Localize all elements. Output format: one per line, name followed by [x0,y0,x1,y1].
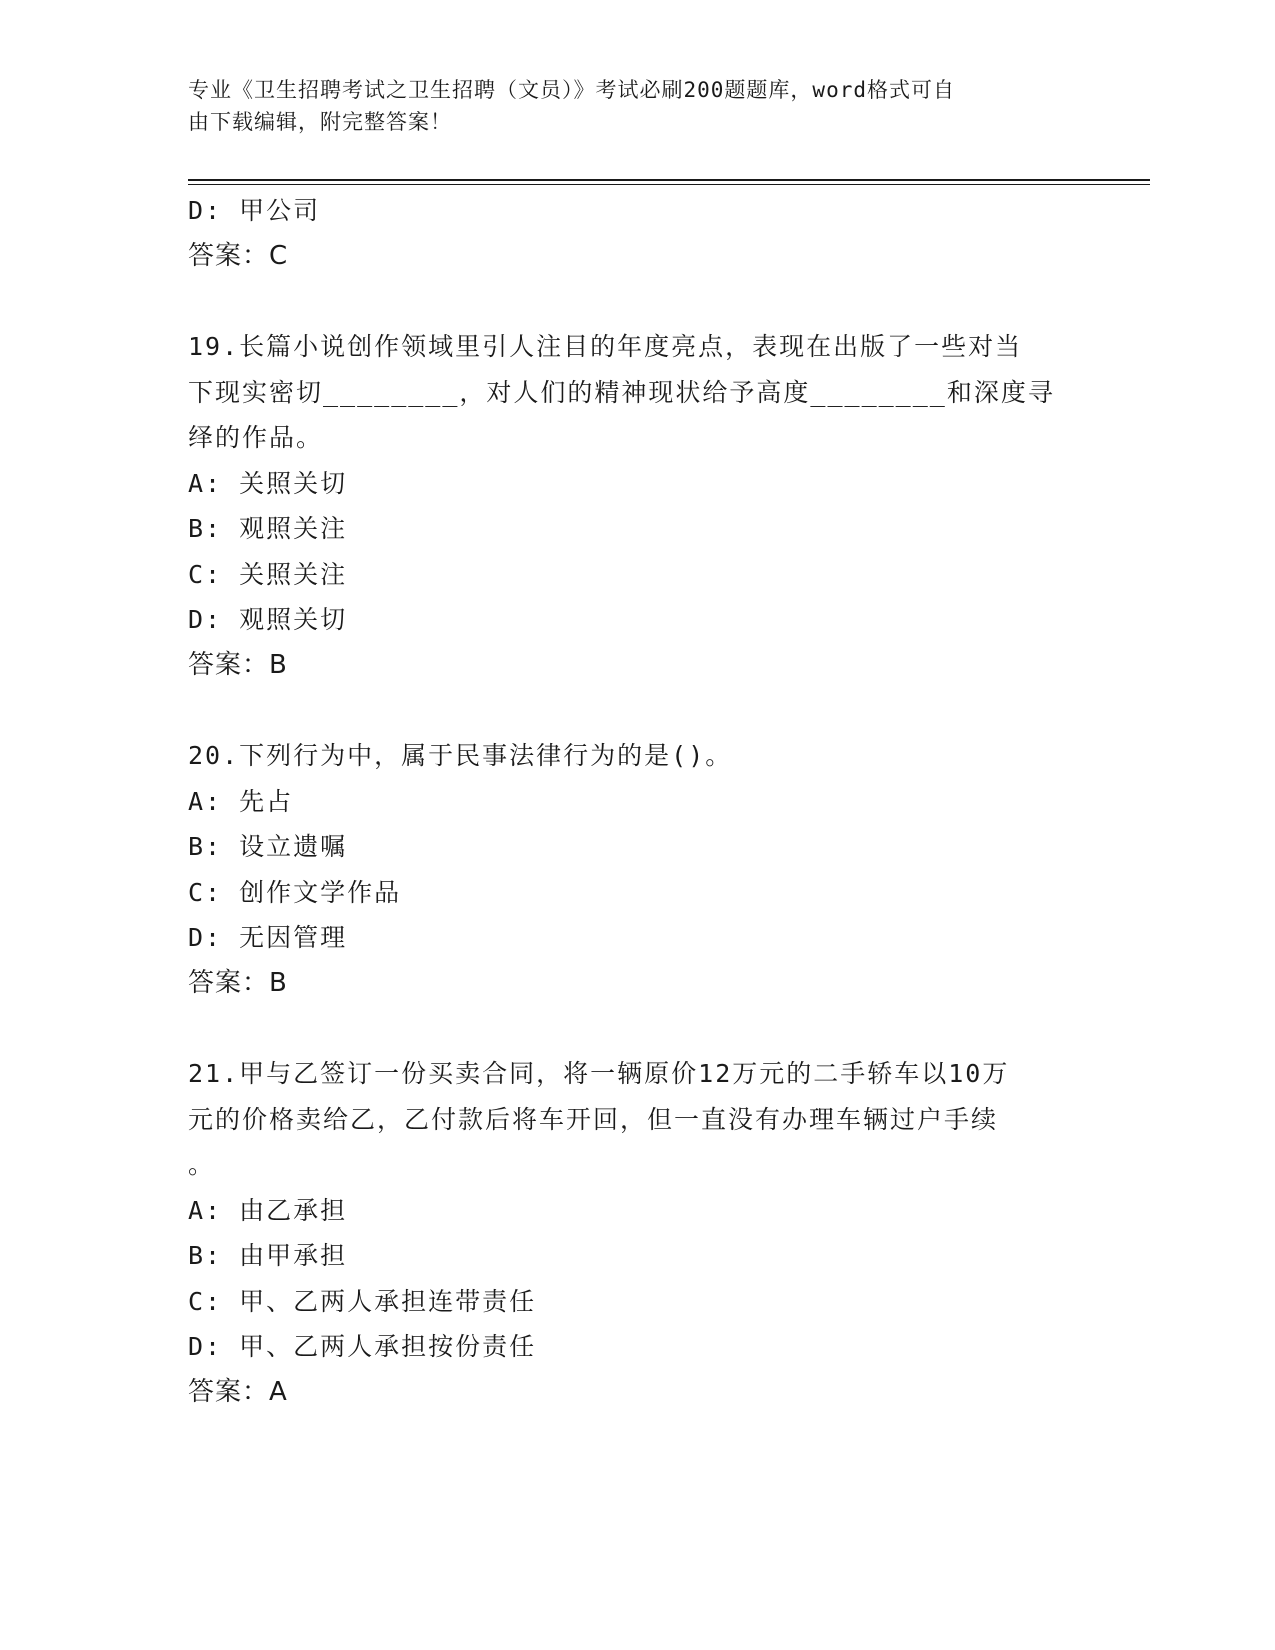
question-21 [188,1051,1088,1415]
question-text-line: 元的价格卖给乙，乙付款后将车开回，但一直没有办理车辆过户手续 [188,1104,999,1134]
document-header [188,74,1068,138]
question-text-line: 21.甲与乙签订一份买卖合同，将一辆原价12万元的二手轿车以10万 [188,1059,1010,1088]
question-text-line: 绎的作品。 [188,423,324,452]
option-c: C: 关照关注 [188,559,348,589]
answer-line: 答案：C [188,240,289,271]
option-d: D: 甲公司 [188,196,321,225]
header-divider-thick [188,179,1150,181]
question-text-line: 下现实密切________，对人们的精神现状给予高度________和深度寻 [188,377,1055,407]
question-text-line: 20.下列行为中，属于民事法律行为的是()。 [188,741,733,770]
question-text-line: 19.长篇小说创作领域里引人注目的年度亮点，表现在出版了一些对当 [188,332,1023,361]
option-c: C: 创作文学作品 [188,877,402,907]
option-a: A: 由乙承担 [188,1195,348,1225]
option-b: B: 设立遗嘱 [188,832,348,861]
answer-line: 答案：B [188,649,288,680]
question-19 [188,324,1088,688]
option-a: A: 关照关切 [188,468,348,498]
header-line-2: 由下载编辑，附完整答案！ [188,110,452,134]
option-d: D: 甲、乙两人承担按份责任 [188,1332,537,1361]
option-d: D: 无因管理 [188,923,348,952]
question-20 [188,733,1088,1006]
header-divider-thin [188,184,1150,185]
question-text-line: 。 [188,1150,216,1179]
answer-line: 答案：B [188,967,288,998]
option-b: B: 由甲承担 [188,1241,348,1270]
previous-question-tail [188,188,1088,279]
option-b: B: 观照关注 [188,514,348,543]
header-line-1: 专业《卫生招聘考试之卫生招聘（文员）》考试必刷200题题库，word格式可自 [188,78,955,102]
option-c: C: 甲、乙两人承担连带责任 [188,1286,537,1316]
document-body [188,188,1088,1415]
answer-line: 答案：A [188,1376,288,1407]
option-a: A: 先占 [188,786,294,816]
option-d: D: 观照关切 [188,605,348,634]
